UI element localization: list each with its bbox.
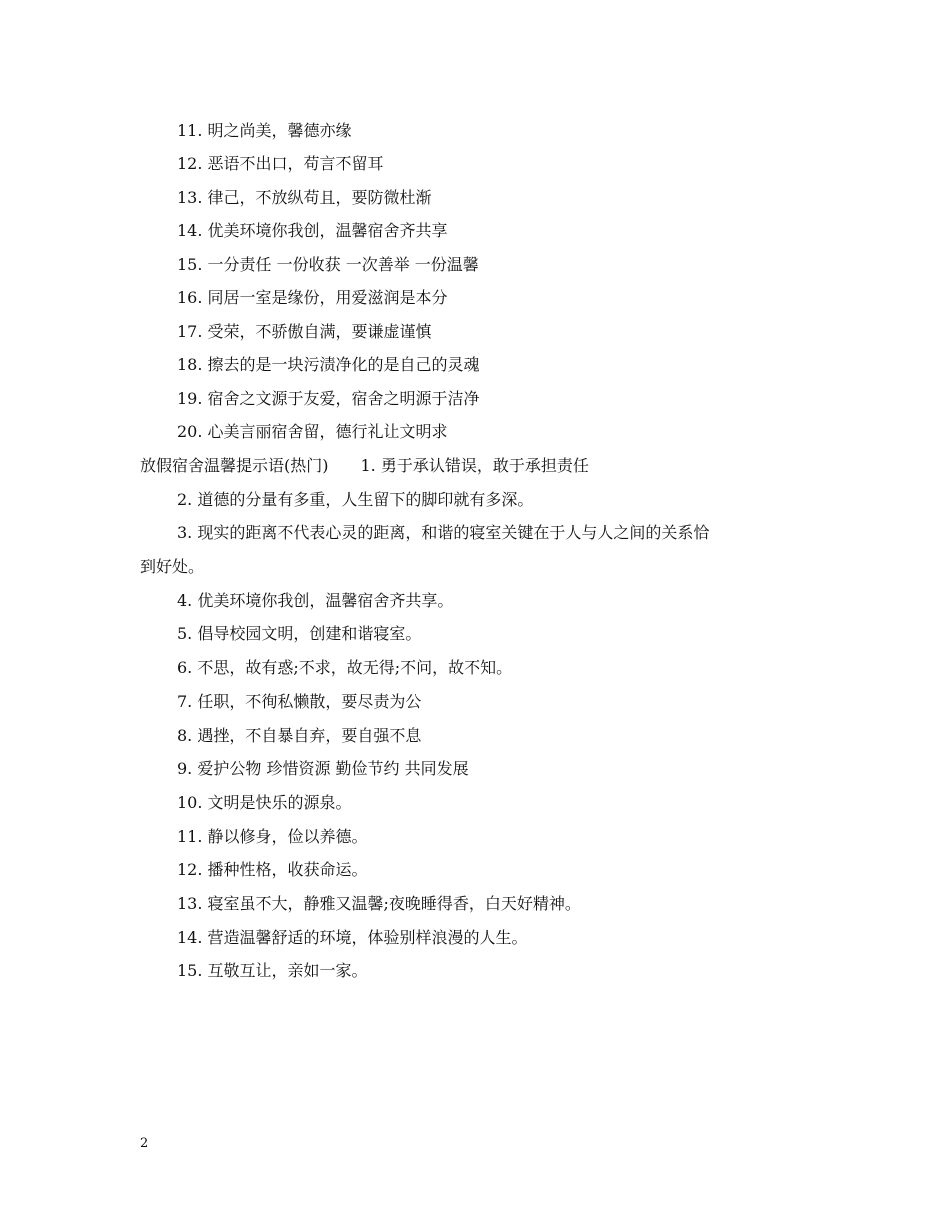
list-item: 19. 宿舍之文源于友爱，宿舍之明源于洁净 [177, 389, 480, 408]
list-item: 6. 不思，故有惑;不求，故无得;不问，故不知。 [177, 658, 513, 677]
list-item: 8. 遇挫，不自暴自弃，要自强不息 [177, 726, 422, 745]
list-item: 17. 受荣，不骄傲自满，要谦虚谨慎 [177, 322, 432, 341]
list-item: 13. 寝室虽不大，静雅又温馨;夜晚睡得香，白天好精神。 [177, 894, 581, 913]
list-item: 7. 任职，不徇私懒散，要尽责为公 [177, 692, 422, 711]
list-item: 16. 同居一室是缘份，用爱滋润是本分 [177, 288, 448, 307]
list-item: 3. 现实的距离不代表心灵的距离，和谐的寝室关键在于人与人之间的关系恰 [177, 523, 710, 542]
page-number: 2 [140, 1136, 149, 1151]
list-item: 13. 律己，不放纵苟且，要防微杜渐 [177, 188, 432, 207]
section-heading-line: 放假宿舍温馨提示语(热门) 1. 勇于承认错误，敢于承担责任 [140, 456, 589, 475]
list-item: 5. 倡导校园文明，创建和谐寝室。 [177, 624, 422, 643]
list-item: 20. 心美言丽宿舍留，德行礼让文明求 [177, 422, 448, 441]
list-item: 14. 营造温馨舒适的环境，体验别样浪漫的人生。 [177, 928, 528, 947]
list-item: 9. 爱护公物 珍惜资源 勤俭节约 共同发展 [177, 759, 469, 778]
list-item-continuation: 到好处。 [140, 557, 205, 576]
list-item: 4. 优美环境你我创，温馨宿舍齐共享。 [177, 591, 454, 610]
list-item: 15. 互敬互让，亲如一家。 [177, 961, 368, 980]
list-item: 12. 恶语不出口，苟言不留耳 [177, 154, 384, 173]
list-item: 18. 擦去的是一块污渍净化的是自己的灵魂 [177, 355, 480, 374]
list-item: 15. 一分责任 一份收获 一次善举 一份温馨 [177, 255, 479, 274]
list-item: 11. 明之尚美，馨德亦缘 [177, 121, 352, 140]
list-item: 11. 静以修身，俭以养德。 [177, 827, 368, 846]
list-item: 12. 播种性格，收获命运。 [177, 860, 368, 879]
list-item: 14. 优美环境你我创，温馨宿舍齐共享 [177, 221, 448, 240]
list-item: 2. 道德的分量有多重，人生留下的脚印就有多深。 [177, 490, 534, 509]
list-item: 10. 文明是快乐的源泉。 [177, 793, 352, 812]
